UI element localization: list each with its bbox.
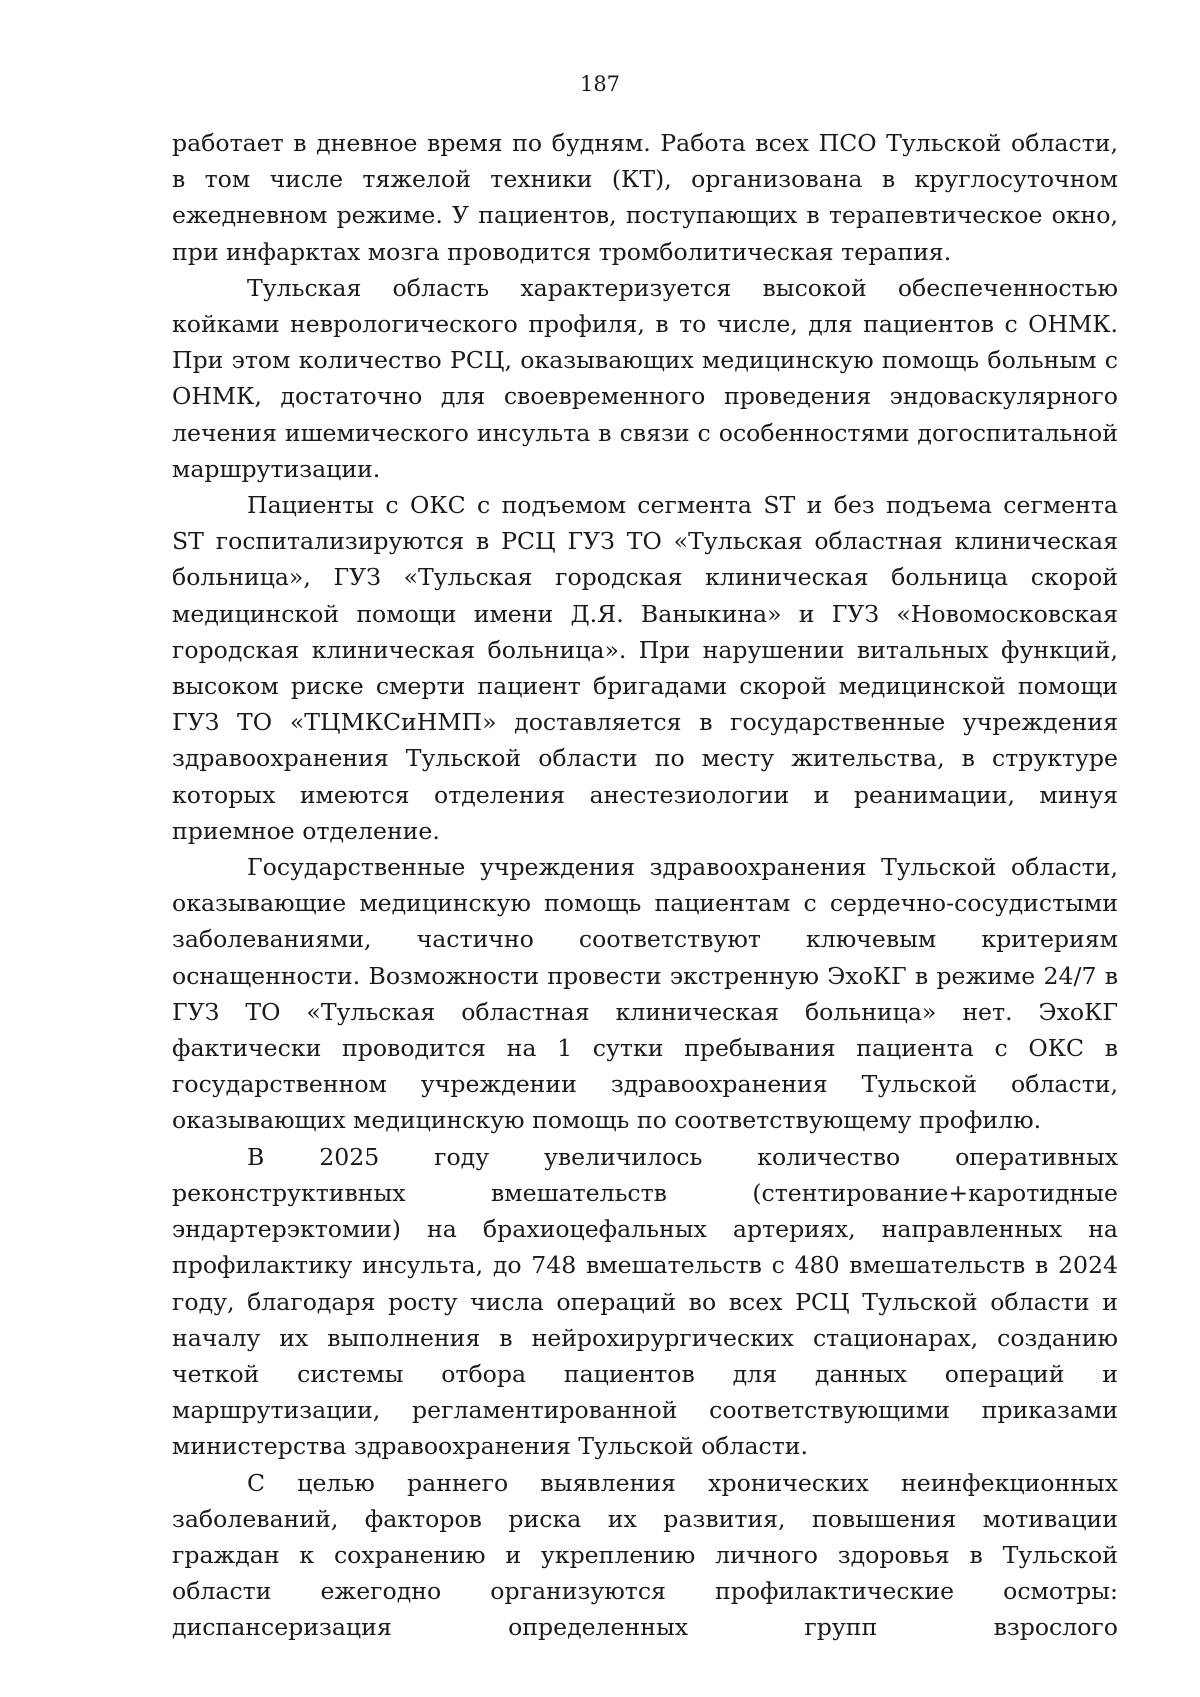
paragraph-equipment-criteria: Государственные учреждения здравоохранения Тульской области, оказывающие медицинскую помощь пациентам с сердечно-сосудистыми заболеваниями, частично соответствуют ключевым критериям оснащенности. Возможности провести экстренную ЭхоКГ в режиме 24/7 в ГУЗ ТО «Тульская областная клиническая больница» нет. ЭхоКГ фактически проводится на 1 сутки пребывания пациента с ОКС в государственном учреждении здравоохранения Тульской области, оказывающих медицинскую помощь по соответствующему профилю.	[172, 853, 1118, 1135]
paragraph-reconstructive-interventions: В 2025 году увеличилось количество оперативных реконструктивных вмешательств (стентирование+каротидные эндартерэктомии) на брахиоцефальных артериях, направленных на профилактику инсульта, до 748 вмешательств с 480 вмешательств в 2024 году, благодаря росту числа операций во всех РСЦ Тульской области и началу их выполнения в нейрохирургических стационарах, созданию четкой системы отбора пациентов для данных операций и маршрутизации, регламентированной соответствующими приказами министерства здравоохранения Тульской области.	[172, 1142, 1118, 1461]
body-text	[172, 125, 1118, 1646]
page-number: 187	[579, 72, 621, 96]
paragraph-continued: работает в дневное время по будням. Работа всех ПСО Тульской области, в том числе тяжелой техники (КТ), организована в круглосуточном ежедневном режиме. У пациентов, поступающих в терапевтическое окно, при инфарктах мозга проводится тромболитическая терапия.	[172, 129, 1118, 266]
paragraph-neurology-beds: Тульская область характеризуется высокой обеспеченностью койками неврологического профиля, в то числе, для пациентов с ОНМК. При этом количество РСЦ, оказывающих медицинскую помощь больным с ОНМК, достаточно для своевременного проведения эндоваскулярного лечения ишемического инсульта в связи с особенностями догоспитальной маршрутизации.	[172, 273, 1118, 483]
paragraph-acs-hospitalization: Пациенты с ОКС с подъемом сегмента ST и без подъема сегмента ST госпитализируются в РСЦ ГУЗ ТО «Тульская областная клиническая больница», ГУЗ «Тульская городская клиническая больница скорой медицинской помощи имени Д.Я. Ваныкина» и ГУЗ «Новомосковская городская клиническая больница». При нарушении витальных функций, высоком риске смерти пациент бригадами скорой медицинской помощи ГУЗ ТО «ТЦМКСиНМП» доставляется в государственные учреждения здравоохранения Тульской области по месту жительства, в структуре которых имеются отделения анестезиологии и реанимации, минуя приемное отделение.	[172, 491, 1118, 845]
paragraph-preventive-checkups: С целью раннего выявления хронических неинфекционных заболеваний, факторов риска их развития, повышения мотивации граждан к сохранению и укреплению личного здоровья в Тульской области ежегодно организуются профилактические осмотры: диспансеризация определенных групп взрослого	[172, 1468, 1118, 1642]
